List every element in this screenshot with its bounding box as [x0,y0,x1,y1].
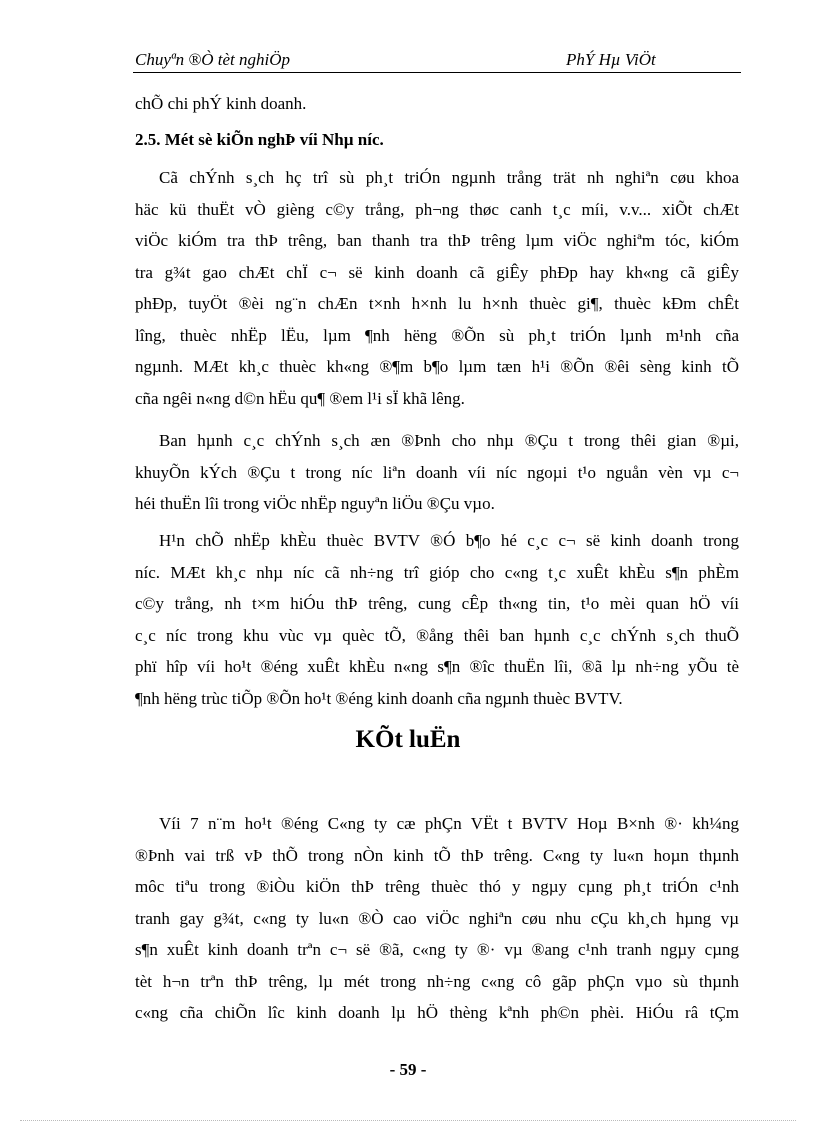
text-line: khuyÕn kÝch ®Çu t trong níc liªn doanh víi níc ngoµi t¹o nguån vèn vµ c¬ [135,462,739,482]
intro-text [135,88,739,120]
text-line: Ban hµnh c¸c chÝnh s¸ch æn ®Þnh cho nhµ ®Çu t trong thêi gian ®µi, [159,431,739,450]
intro-line: chÕ chi phÝ kinh doanh. [135,94,307,113]
text-line: ¶nh hëng trùc tiÕp ®Õn ho¹t ®éng kinh doanh cña ngµnh thuèc BVTV. [135,688,623,708]
page-number: - 59 - [389,1060,427,1079]
text-line: cña ngêi n«ng d©n hËu qu¶ ®em l¹i sÏ khã lêng. [135,388,465,408]
conclusion-title: KÕt luËn [355,726,461,753]
text-line: tranh gay g¾t, c«ng ty lu«n ®Ò cao viÖc nghiªn cøu nhu cÇu kh¸ch hµng vµ [135,908,739,928]
text-line: c«ng cña chiÕn lîc kinh doanh lµ hÖ thèng kªnh ph©n phèi. HiÓu râ tÇm [135,1003,739,1022]
text-line: Cã chÝnh s¸ch hç trî sù ph¸t triÓn ngµnh trång trät nh nghiªn cøu khoa [159,168,739,187]
text-line: phï hîp víi ho¹t ®éng xuÊt khÈu n«ng s¶n ®îc thuËn lîi, ®ã lµ nh÷ng yÕu tè [135,657,739,676]
page-bottom-divider [20,1120,796,1121]
text-line: níc. MÆt kh¸c nhµ níc cã nh÷ng trî gióp cho c«ng t¸c xuÊt khÈu s¶n phÈm [135,562,739,582]
paragraph-2 [135,425,739,520]
text-line: lîng, thuèc nhËp lËu, lµm ¶nh hëng ®Õn sù ph¸t triÓn lµnh m¹nh cña [135,325,739,345]
header-author: PhÝ Hµ ViÖt [566,50,656,69]
paragraph-1 [135,162,739,414]
text-line: häc kü thuËt vÒ gièng c©y trång, ph¬ng thøc canh t¸c míi, v.v... xiÕt chÆt [135,199,739,219]
text-line: c©y trång, nh t×m hiÓu thÞ trêng, cung cÊp th«ng tin, t¹o mèi quan hÖ víi [135,594,739,613]
text-line: phÐp, tuyÖt ®èi ng¨n chÆn t×nh h×nh lu h×nh thuèc gi¶, thuèc kÐm chÊt [135,294,739,313]
paragraph-3 [135,525,739,714]
text-line: H¹n chÕ nhËp khÈu thuèc BVTV ®Ó b¶o hé c¸c c¬ së kinh doanh trong [159,531,739,550]
text-line: héi thuËn lîi trong viÖc nhËp nguyªn liÖu ®Çu vµo. [135,494,495,513]
header-chapter-title: Chuyªn ®Ò tèt nghiÖp [135,50,291,69]
running-header [133,50,741,73]
text-line: tra g¾t gao chÆt chÏ c¬ së kinh doanh cã giÊy phÐp hay kh«ng cã giÊy [135,262,739,282]
text-line: s¶n xuÊt kinh doanh trªn c¬ së ®ã, c«ng ty ®· vµ ®ang c¹nh tranh ngµy cµng [135,940,739,959]
paragraph-4 [135,808,739,1029]
text-line: tèt h¬n trªn thÞ trêng, lµ mét trong nh÷ng c«ng cô gãp phÇn vµo sù thµnh [135,971,739,991]
text-line: viÖc kiÓm tra thÞ trêng, ban thanh tra thÞ trêng lµm viÖc nghiªm tóc, kiÓm [135,231,739,250]
text-line: ngµnh. MÆt kh¸c thuèc kh«ng ®¶m b¶o lµm tæn h¹i ®Õn ®êi sèng kinh tÕ [135,357,739,376]
text-line: môc tiªu trong ®iÒu kiÖn thÞ trêng thuèc thó y ngµy cµng ph¸t triÓn c¹nh [135,877,739,896]
section-heading: 2.5. Mét sè kiÕn nghÞ víi Nhµ níc. [135,130,384,149]
text-line: c¸c níc trong khu vùc vµ quèc tÕ, ®ång thêi ban hµnh c¸c chÝnh s¸ch thuÕ [135,625,739,645]
text-line: Víi 7 n¨m ho¹t ®éng C«ng ty cæ phÇn VËt t BVTV Hoµ B×nh ®· kh¼ng [159,814,739,833]
text-line: ®Þnh vai trß vÞ thÕ trong nÒn kinh tÕ thÞ trêng. C«ng ty lu«n hoµn thµnh [135,845,739,865]
